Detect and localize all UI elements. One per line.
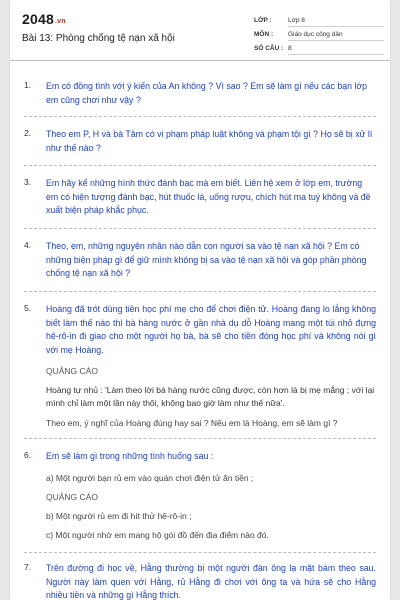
document-header <box>10 0 390 61</box>
question-number: 7. <box>24 562 32 572</box>
question-prompt: Theo em, ý nghĩ của Hoàng đúng hay sai ? Nếu em là Hoàng, em sẽ làm gì ? <box>46 418 338 428</box>
class-info <box>254 17 305 24</box>
document-page <box>10 0 390 600</box>
logo-text: 2048 <box>22 11 54 27</box>
question-4 <box>24 240 376 281</box>
question-text: Em sẽ làm gì trong những tình huống sau : <box>46 451 214 461</box>
logo-suffix: .vn <box>54 18 66 25</box>
ad-label: QUẢNG CÁO <box>46 491 98 502</box>
question-3 <box>24 177 376 218</box>
question-number: 1. <box>24 80 32 90</box>
site-logo[interactable] <box>22 11 66 27</box>
question-2 <box>24 128 376 155</box>
question-number: 3. <box>24 177 32 187</box>
divider <box>24 116 376 117</box>
divider <box>24 552 376 553</box>
situation-b: b) Một người rủ em đi hít thử hê-rô-in ; <box>46 510 192 521</box>
class-label: LỚP : <box>254 17 272 24</box>
question-text: Theo, em, những nguyên nhân nào dẫn con người sa vào tệ nạn xã hội ? Em có những biện pháp gì để giữ mình không bị sa vào tệ nạn xã hội và góp phần phòng chống tệ nạn xã hội ? <box>46 241 367 278</box>
character-thought: Hoàng tự nhủ : 'Làm theo lời bà hàng nước cũng được, còn hơn là bị mẹ mắng ; với lại mình chỉ làm một lần này thôi, không bao giờ làm như thế nữa'. <box>46 385 375 408</box>
question-6 <box>24 450 376 540</box>
question-1 <box>24 80 376 107</box>
class-value: Lớp 8 <box>288 17 384 27</box>
question-number: 2. <box>24 128 32 138</box>
ad-label: QUẢNG CÁO <box>46 366 98 376</box>
subject-info <box>254 31 343 38</box>
question-count-label: SỐ CÂU : <box>254 45 284 52</box>
divider <box>24 228 376 229</box>
question-count-info <box>254 45 292 52</box>
question-text: Hoàng đã trót dùng tiền học phí mẹ cho để chơi điện tử. Hoàng đang lo lắng không biết làm thế nào thì bà hàng nước ở gần nhà dụ dỗ Hoàng mang một túi nhỏ đựng hê-rô-in đi giao cho một người họ bà, bà sẽ cho tiền đóng học phí và không nói gì với mẹ Hoàng. <box>46 304 376 355</box>
divider <box>24 438 376 439</box>
question-text: Em có đồng tình với ý kiến của An không ? Vì sao ? Em sẽ làm gì nếu các bạn lớp em cũng chơi như vậy ? <box>46 81 368 105</box>
question-count-value: 8 <box>288 45 384 55</box>
subject-label: MÔN : <box>254 31 274 38</box>
lesson-title: Bài 13: Phòng chống tệ nạn xã hội <box>22 33 175 44</box>
question-number: 5. <box>24 303 32 313</box>
question-text: Theo em P, H và bà Tâm có vi phạm pháp luật không và phạm tội gì ? Họ sẽ bị xử lí như thế nào ? <box>46 129 373 153</box>
situation-a: a) Một người bạn rủ em vào quán chơi điện tử ăn tiền ; <box>46 472 254 483</box>
question-number: 4. <box>24 240 32 250</box>
question-text: Trên đường đi học về, Hằng thường bị một người đàn ông lạ mặt bám theo sau. Người này làm quen với Hằng, rủ Hằng đi chơi với ông ta và hứa sẽ cho Hằng nhiều tiền và những gì Hằng thích. <box>46 563 376 600</box>
question-5 <box>24 303 376 428</box>
question-text: Em hãy kể những hình thức đánh bạc mà em biết. Liên hệ xem ở lớp em, trường em có hiện tượng đánh bạc, hút thuốc lá, uống rượu, chích hút ma tuý không và đề xuất biện pháp khắc phục. <box>46 178 371 215</box>
question-7 <box>24 562 376 600</box>
divider <box>24 165 376 166</box>
divider <box>24 291 376 292</box>
situation-c: c) Một người nhờ em mang hộ gói đồ đến địa điểm nào đó. <box>46 529 269 540</box>
subject-value: Giáo dục công dân <box>288 31 384 41</box>
question-number: 6. <box>24 450 32 460</box>
